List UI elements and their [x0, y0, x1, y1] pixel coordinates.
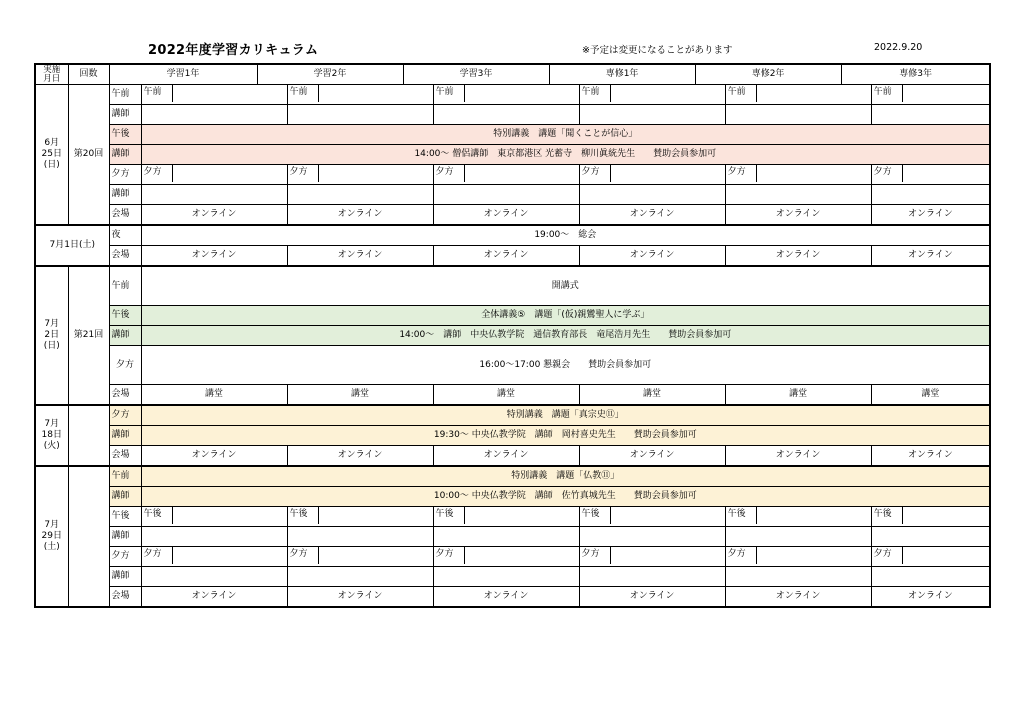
empty-cell [871, 567, 990, 587]
empty-cell [725, 185, 871, 205]
empty-cell [871, 527, 990, 547]
venue-cell: オンライン [579, 246, 725, 267]
slot-label: 夕方 [582, 165, 611, 183]
venue-cell: オンライン [725, 446, 871, 467]
slot-cell [287, 547, 433, 567]
row-label: 夜 [109, 225, 141, 246]
venue-cell: オンライン [287, 587, 433, 608]
empty-cell [433, 105, 579, 125]
table-row [35, 385, 990, 406]
table-row [35, 246, 990, 267]
empty-cell [433, 567, 579, 587]
table-row [35, 507, 990, 527]
venue-cell: オンライン [871, 205, 990, 226]
date-cell: 6月 25日 (日) [35, 85, 68, 226]
slot-label: 夕方 [144, 165, 173, 183]
slot-cell [871, 507, 990, 527]
table-row [35, 185, 990, 205]
slot-cell [141, 165, 287, 185]
empty-cell [871, 105, 990, 125]
venue-cell: オンライン [141, 205, 287, 226]
venue-cell: オンライン [141, 446, 287, 467]
course-header: 専修1年 [549, 64, 695, 85]
session-count: 第21回 [68, 266, 109, 405]
venue-cell: オンライン [871, 246, 990, 267]
date-cell: 7月 29日 (土) [35, 466, 68, 607]
table-row [35, 266, 990, 306]
row-label: 会場 [109, 446, 141, 467]
course-header: 学習3年 [403, 64, 549, 85]
date-cell: 7月 18日 (火) [35, 405, 68, 466]
slot-label: 夕方 [436, 165, 465, 183]
slot-cell [579, 547, 725, 567]
table-row [35, 326, 990, 346]
row-label: 午前 [109, 85, 141, 105]
slot-cell [725, 547, 871, 567]
date-cell: 7月1日(土) [35, 225, 109, 266]
slot-label: 午後 [436, 507, 465, 525]
table-row [35, 466, 990, 487]
row-label: 講師 [109, 185, 141, 205]
revision-date: 2022.9.20 [874, 42, 923, 53]
empty-cell [725, 567, 871, 587]
special-lecture-title: 特別講義 講題「仏教⑪」 [141, 466, 990, 487]
empty-cell [287, 567, 433, 587]
slot-cell [433, 165, 579, 185]
venue-cell: オンライン [579, 205, 725, 226]
row-label: 夕方 [109, 405, 141, 426]
table-row [35, 446, 990, 467]
page-title: 2022年度学習カリキュラム [148, 43, 319, 58]
slot-label: 午後 [874, 507, 903, 525]
slot-label: 夕方 [290, 165, 319, 183]
row-label: 夕方 [109, 346, 141, 385]
empty-cell [287, 105, 433, 125]
slot-label: 午前 [436, 85, 465, 103]
venue-cell: 講堂 [579, 385, 725, 406]
slot-cell [433, 85, 579, 105]
row-label: 午前 [109, 466, 141, 487]
venue-cell: オンライン [141, 587, 287, 608]
opening-ceremony: 開講式 [141, 266, 990, 306]
row-label: 午後 [109, 125, 141, 145]
venue-cell: 講堂 [725, 385, 871, 406]
slot-cell [141, 547, 287, 567]
slot-cell [871, 547, 990, 567]
social-gathering: 16:00～17:00 懇親会 賛助会員参加可 [141, 346, 990, 385]
venue-cell: オンライン [725, 246, 871, 267]
slot-cell [725, 85, 871, 105]
table-row [35, 487, 990, 507]
slot-cell [287, 165, 433, 185]
session-count: 第20回 [68, 85, 109, 226]
curriculum-table [34, 63, 991, 608]
slot-label: 夕方 [874, 165, 903, 183]
header-row [35, 64, 990, 85]
venue-cell: 講堂 [141, 385, 287, 406]
slot-cell [871, 165, 990, 185]
slot-label: 午後 [728, 507, 757, 525]
row-label: 講師 [109, 105, 141, 125]
slot-label: 夕方 [582, 547, 611, 565]
slot-cell [579, 507, 725, 527]
row-label: 会場 [109, 587, 141, 608]
venue-cell: 講堂 [287, 385, 433, 406]
slot-cell [287, 85, 433, 105]
empty-cell [141, 105, 287, 125]
row-label: 会場 [109, 385, 141, 406]
slot-cell [433, 547, 579, 567]
row-label: 講師 [109, 426, 141, 446]
change-notice: ※予定は変更になることがあります [582, 45, 733, 56]
slot-label: 午後 [582, 507, 611, 525]
venue-cell: オンライン [579, 446, 725, 467]
row-label: 講師 [109, 145, 141, 165]
empty-cell [579, 185, 725, 205]
venue-cell: オンライン [287, 246, 433, 267]
slot-cell [287, 507, 433, 527]
venue-cell: オンライン [725, 587, 871, 608]
slot-label: 午後 [144, 507, 173, 525]
special-lecture-title: 特別講義 講題「真宗史⑪」 [141, 405, 990, 426]
count-column-header: 回数 [68, 64, 109, 85]
slot-label: 夕方 [728, 547, 757, 565]
slot-label: 午前 [144, 85, 173, 103]
course-header: 学習2年 [257, 64, 403, 85]
session-count [68, 405, 109, 466]
table-row [35, 125, 990, 145]
lecturer-info: 19:30～ 中央仏教学院 講師 岡村喜史先生 賛助会員参加可 [141, 426, 990, 446]
empty-cell [725, 105, 871, 125]
empty-cell [871, 185, 990, 205]
empty-cell [141, 185, 287, 205]
row-label: 講師 [109, 326, 141, 346]
slot-cell [433, 507, 579, 527]
empty-cell [287, 185, 433, 205]
row-label: 夕方 [109, 165, 141, 185]
table-row [35, 426, 990, 446]
slot-label: 午前 [874, 85, 903, 103]
date-cell: 7月 2日 (日) [35, 266, 68, 405]
table-row [35, 145, 990, 165]
venue-cell: オンライン [871, 446, 990, 467]
empty-cell [579, 527, 725, 547]
special-lecture-title: 特別講義 講題「聞くことが信心」 [141, 125, 990, 145]
course-header: 専修3年 [841, 64, 990, 85]
table-row [35, 527, 990, 547]
venue-cell: オンライン [433, 246, 579, 267]
row-label: 夕方 [109, 547, 141, 567]
venue-cell: オンライン [725, 205, 871, 226]
slot-cell [725, 165, 871, 185]
slot-label: 午前 [728, 85, 757, 103]
row-label: 午後 [109, 507, 141, 527]
slot-label: 午前 [582, 85, 611, 103]
table-row [35, 405, 990, 426]
empty-cell [433, 185, 579, 205]
slot-label: 夕方 [728, 165, 757, 183]
venue-cell: 講堂 [433, 385, 579, 406]
slot-cell [871, 85, 990, 105]
venue-cell: オンライン [287, 205, 433, 226]
lecturer-info: 14:00～ 講師 中央仏教学院 通信教育部長 竜尾浩月先生 賛助会員参加可 [141, 326, 990, 346]
slot-cell [579, 85, 725, 105]
venue-cell: オンライン [141, 246, 287, 267]
row-label: 午後 [109, 306, 141, 326]
empty-cell [725, 527, 871, 547]
table-row [35, 225, 990, 246]
empty-cell [579, 567, 725, 587]
row-label: 講師 [109, 527, 141, 547]
venue-cell: オンライン [433, 587, 579, 608]
general-lecture-title: 全体講義⑤ 講題「(仮)親鸞聖人に学ぶ」 [141, 306, 990, 326]
row-label: 講師 [109, 487, 141, 507]
slot-cell [725, 507, 871, 527]
slot-label: 午後 [290, 507, 319, 525]
empty-cell [141, 567, 287, 587]
table-row [35, 165, 990, 185]
venue-cell: オンライン [579, 587, 725, 608]
table-row [35, 567, 990, 587]
table-row [35, 105, 990, 125]
row-label: 午前 [109, 266, 141, 306]
slot-cell [141, 85, 287, 105]
table-row [35, 85, 990, 105]
slot-label: 午前 [290, 85, 319, 103]
table-row [35, 205, 990, 226]
venue-cell: オンライン [287, 446, 433, 467]
table-row [35, 587, 990, 608]
slot-cell [141, 507, 287, 527]
slot-label: 夕方 [290, 547, 319, 565]
row-label: 会場 [109, 205, 141, 226]
slot-cell [579, 165, 725, 185]
slot-label: 夕方 [144, 547, 173, 565]
venue-cell: 講堂 [871, 385, 990, 406]
lecturer-info: 10:00～ 中央仏教学院 講師 佐竹真城先生 賛助会員参加可 [141, 487, 990, 507]
slot-label: 夕方 [436, 547, 465, 565]
empty-cell [141, 527, 287, 547]
lecturer-info: 14:00～ 僧侶講師 東京都港区 光蓄寺 柳川眞統先生 賛助会員参加可 [141, 145, 990, 165]
table-row [35, 547, 990, 567]
date-column-header: 実施 月日 [35, 64, 68, 85]
slot-label: 夕方 [874, 547, 903, 565]
empty-cell [287, 527, 433, 547]
table-row [35, 306, 990, 326]
venue-cell: オンライン [433, 446, 579, 467]
general-meeting: 19:00～ 総会 [141, 225, 990, 246]
venue-cell: オンライン [871, 587, 990, 608]
row-label: 講師 [109, 567, 141, 587]
session-count [68, 466, 109, 607]
empty-cell [579, 105, 725, 125]
row-label: 会場 [109, 246, 141, 267]
course-header: 学習1年 [109, 64, 257, 85]
venue-cell: オンライン [433, 205, 579, 226]
empty-cell [433, 527, 579, 547]
course-header: 専修2年 [695, 64, 841, 85]
table-row [35, 346, 990, 385]
